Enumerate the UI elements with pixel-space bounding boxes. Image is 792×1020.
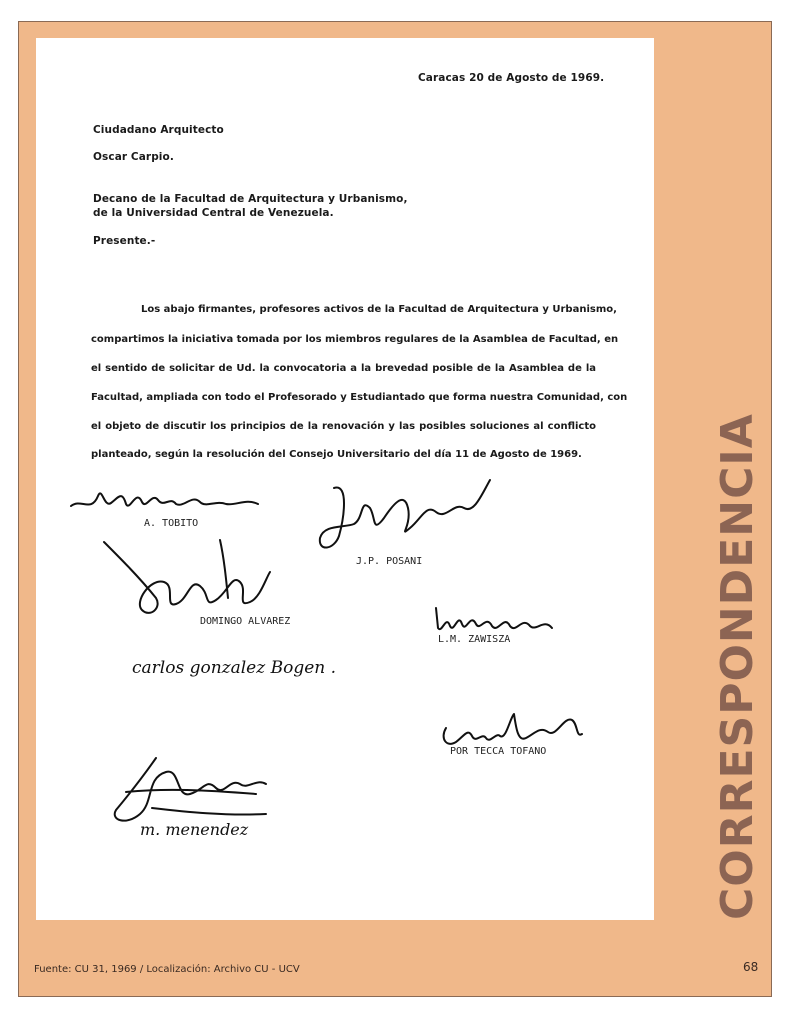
signature-gonzalez: carlos gonzalez Bogen . — [132, 658, 337, 678]
signature-name-alvarez: DOMINGO ALVAREZ — [200, 616, 291, 627]
body-line: el sentido de solicitar de Ud. la convocatoria a la brevedad posible de la Asamblea de la — [91, 363, 596, 374]
footer-source: Fuente: CU 31, 1969 / Localización: Archivo CU - UCV — [34, 964, 300, 975]
signature-name-zawisza: L.M. ZAWISZA — [438, 634, 511, 645]
recipient-title: Ciudadano Arquitecto — [93, 124, 224, 136]
recipient-role-1: Decano de la Facultad de Arquitectura y Urbanismo, — [93, 193, 408, 205]
signature-name-tobito: A. TOBITO — [144, 518, 199, 529]
signature-name-menendez: m. menendez — [140, 820, 249, 839]
body-line: planteado, según la resolución del Consejo Universitario del día 11 de Agosto de 1969. — [91, 449, 582, 460]
body-line: Facultad, ampliada con todo el Profesorado y Estudiantado que forma nuestra Comunidad, con — [91, 392, 628, 403]
letter-scan — [36, 38, 654, 920]
body-line: Los abajo firmantes, profesores activos de la Facultad de Arquitectura y Urbanismo, — [141, 304, 617, 315]
side-title: CORRESPONDENCIA — [712, 413, 763, 920]
body-line: compartimos la iniciativa tomada por los miembros regulares de la Asamblea de Facultad, en — [91, 334, 619, 345]
letter-date: Caracas 20 de Agosto de 1969. — [418, 72, 605, 84]
page-number: 68 — [743, 960, 759, 974]
recipient-name: Oscar Carpio. — [93, 151, 174, 163]
signature-zawisza — [432, 604, 562, 638]
signature-name-posani: J.P. POSANI — [356, 556, 423, 567]
recipient-role-2: de la Universidad Central de Venezuela. — [93, 207, 334, 219]
signature-name-tecca: POR TECCA TOFANO — [450, 746, 547, 757]
signature-alvarez — [100, 538, 300, 628]
body-line: el objeto de discutir los principios de la renovación y las posibles soluciones al conflicto — [91, 421, 596, 432]
salutation: Presente.- — [93, 235, 156, 247]
signature-posani — [314, 478, 494, 558]
